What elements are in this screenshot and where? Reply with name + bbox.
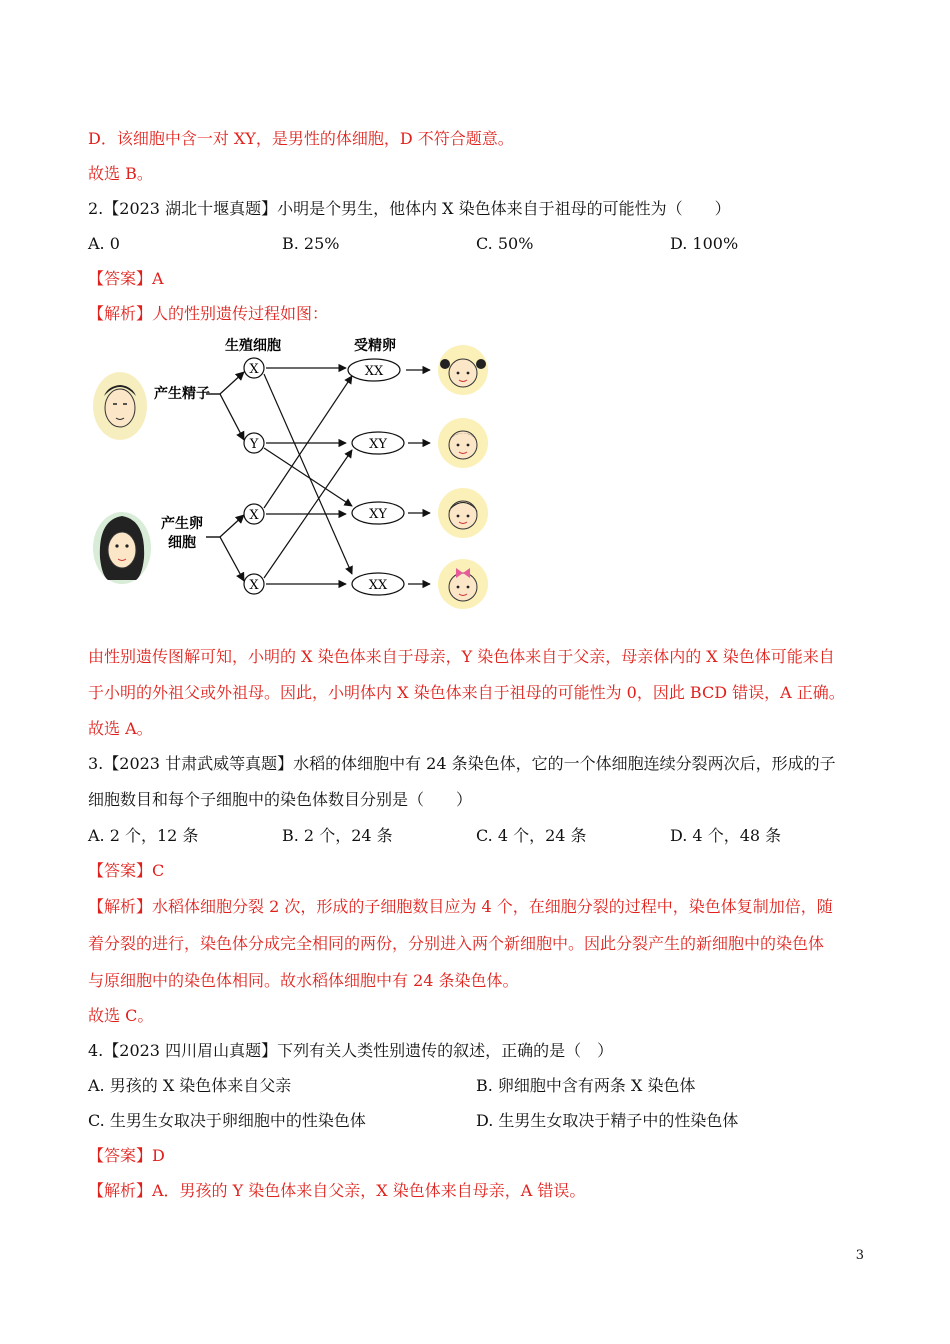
line-answer-prev: 故选 B。 [88,164,153,183]
q3-option-c: C. 4 个，24 条 [476,826,587,845]
line-d-prev: D．该细胞中含一对 XY，是男性的体细胞，D 不符合题意。 [88,129,514,148]
q2-option-b: B. 25% [282,234,340,253]
q3-explanation-1: 【解析】水稻体细胞分裂 2 次，形成的子细胞数目应为 4 个，在细胞分裂的过程中，染色体复制加倍，随 [88,897,833,916]
svg-text:X: X [249,578,259,593]
zygote [352,502,404,524]
question-4: 4.【2023 四川眉山真题】下列有关人类性别遗传的叙述，正确的是（ ） [88,1041,614,1060]
zygote [352,573,404,595]
header-zygote: 受精卵 [354,338,396,354]
boy-face-icon [438,418,488,468]
father-face-icon [93,372,147,440]
germ-cell [244,433,264,453]
svg-text:XX: XX [364,364,384,379]
q2-explanation-3: 于小明的外祖父或外祖母。因此，小明体内 X 染色体来自于祖母的可能性为 0，因此 BCD 错误，A 正确。 [88,683,845,702]
germ-cell [244,358,264,378]
question-3: 3.【2023 甘肃武威等真题】水稻的体细胞中有 24 条染色体，它的一个体细胞连续分裂两次后，形成的子 [88,754,836,773]
question-3-cont: 细胞数目和每个子细胞中的染色体数目分别是（ ） [88,790,473,809]
q4-option-b: B. 卵细胞中含有两条 X 染色体 [476,1076,696,1095]
mother-face-icon [93,512,151,584]
q2-answer: 【答案】A [88,269,164,288]
germ-cell [244,504,264,524]
svg-text:X: X [249,362,259,377]
q2-option-c: C. 50% [476,234,534,253]
q3-explanation-2: 着分裂的进行，染色体分成完全相同的两份，分别进入两个新细胞中。因此分裂产生的新细胞中的染色体 [88,934,825,953]
q2-option-d: D. 100% [670,234,739,253]
girl-face-icon [438,345,488,395]
q3-explanation-3: 与原细胞中的染色体相同。故水稻体细胞中有 24 条染色体。 [88,971,519,990]
q2-option-a: A. 0 [88,234,120,253]
svg-text:Y: Y [249,437,259,452]
q2-explanation: 【解析】人的性别遗传过程如图： [88,304,329,323]
boy-face-icon [438,488,488,538]
q4-answer: 【答案】D [88,1146,165,1165]
q3-selection: 故选 C。 [88,1006,154,1025]
q2-selection: 故选 A。 [88,719,153,738]
svg-text:XY: XY [369,437,387,452]
q3-answer: 【答案】C [88,861,165,880]
q3-option-a: A. 2 个，12 条 [88,826,199,845]
label-produce-sperm: 产生精子 [154,386,210,402]
label-produce-egg-2: 细胞 [168,535,196,551]
q2-explanation-2: 由性别遗传图解可知，小明的 X 染色体来自于母亲，Y 染色体来自于父亲，母亲体内的 X 染色体可能来自 [88,647,835,666]
label-produce-egg-1: 产生卵 [161,516,203,532]
page-number: 3 [855,1248,864,1263]
zygote [352,432,404,454]
q4-explanation: 【解析】A．男孩的 Y 染色体来自父亲，X 染色体来自母亲，A 错误。 [88,1181,586,1200]
q4-option-d: D. 生男生女取决于精子中的性染色体 [476,1111,739,1130]
q4-option-a: A. 男孩的 X 染色体来自父亲 [88,1076,292,1095]
question-2: 2.【2023 湖北十堰真题】小明是个男生，他体内 X 染色体来自于祖母的可能性为（ ） [88,199,731,218]
header-germ-cells: 生殖细胞 [225,338,281,354]
girl-face-icon [438,559,488,609]
germ-cell [244,574,264,594]
svg-text:XX: XX [368,578,388,593]
q3-option-b: B. 2 个，24 条 [282,826,393,845]
svg-text:X: X [249,508,259,523]
zygote [348,359,400,381]
svg-text:XY: XY [369,507,387,522]
q3-option-d: D. 4 个，48 条 [670,826,782,845]
q4-option-c: C. 生男生女取决于卵细胞中的性染色体 [88,1111,366,1130]
sex-inheritance-diagram [88,330,498,622]
